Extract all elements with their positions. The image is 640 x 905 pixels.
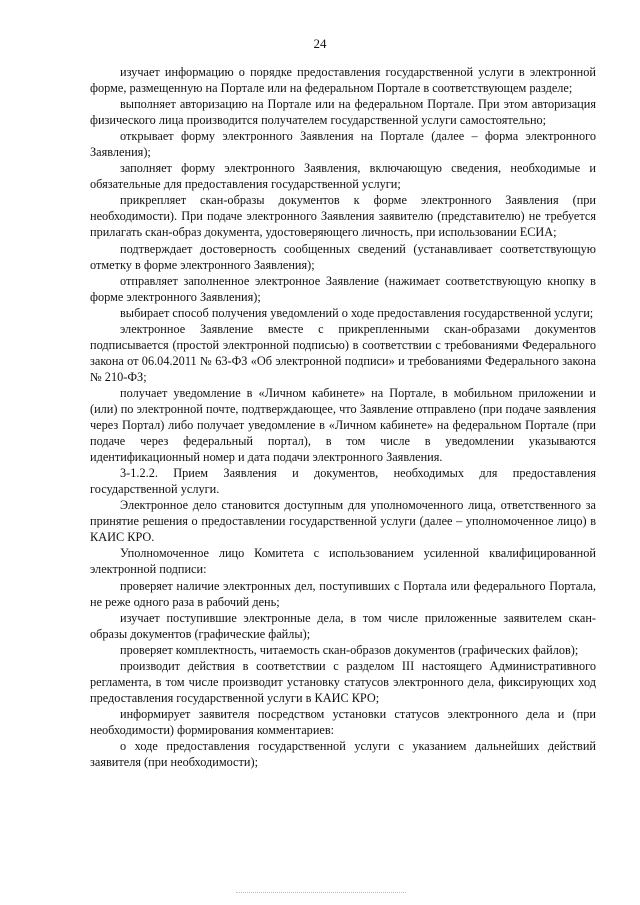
page-number: 24 bbox=[313, 36, 327, 51]
paragraph-13: Уполномоченное лицо Комитета с использованием усиленной квалифицированной электронной подписи: bbox=[90, 546, 596, 577]
paragraph-6: подтверждает достоверность сообщенных сведений (устанавливает соответствующую отметку в форме электронного Заявления); bbox=[90, 241, 596, 272]
paragraph-5: прикрепляет скан-образы документов к форме электронного Заявления (при необходимости). При подаче электронного Заявления заявителю (представителю) не требуется прилагать скан-образ документа, удостоверяющего личность, при использовании ЕСИА; bbox=[90, 193, 596, 240]
paragraph-8: выбирает способ получения уведомлений о ходе предоставления государственной услуги; bbox=[120, 305, 594, 320]
paragraph-15: изучает поступившие электронные дела, в том числе приложенные заявителем скан-образы документов (графические файлы); bbox=[90, 610, 596, 641]
paragraph-17: производит действия в соответствии с разделом III настоящего Административного регламента, в том числе производит установку статусов электронного дела, фиксирующих ход предоставления государственной услуги в КАИС КРО; bbox=[90, 658, 596, 705]
paragraph-7: отправляет заполненное электронное Заявление (нажимает соответствующую кнопку в форме электронного Заявления); bbox=[90, 273, 596, 304]
paragraph-10: получает уведомление в «Личном кабинете» на Портале, в мобильном приложении и (или) по электронной почте, подтверждающее, что Заявление отправлено (при подаче заявления через Портал) либо получает уведомление в «Личном кабинете» на федеральном Портале (при подаче через федеральный портал), в том числе в уведомлении указываются идентификационный номер и дата подачи электронного Заявления. bbox=[90, 385, 596, 465]
paragraph-1: изучает информацию о порядке предоставления государственной услуги в электронной форме, размещенную на Портале или на федеральном Портале в соответствующем разделе; bbox=[90, 65, 596, 96]
paragraph-2: выполняет авторизацию на Портале или на федеральном Портале. При этом авторизация физического лица производится получателем государственной услуги самостоятельно; bbox=[90, 97, 596, 128]
paragraph-12: Электронное дело становится доступным для уполномоченного лица, ответственного за принятие решения о предоставлении государственной услуги (далее – уполномоченное лицо) в КАИС КРО. bbox=[90, 498, 596, 545]
paragraph-16: проверяет комплектность, читаемость скан-образов документов (графических файлов); bbox=[120, 642, 579, 657]
body-text bbox=[90, 64, 596, 770]
section-heading: 3-1.2.2. Прием Заявления и документов, необходимых для предоставления государственной услуги. bbox=[90, 466, 596, 497]
paragraph-3: открывает форму электронного Заявления на Портале (далее – форма электронного Заявления); bbox=[90, 129, 596, 160]
scan-artifact-line bbox=[236, 892, 406, 893]
paragraph-9: электронное Заявление вместе с прикрепленными скан-образами документов подписывается (простой электронной подписью) в соответствии с требованиями Федерального закона от 06.04.2011 № 63-ФЗ «Об электронной подписи» и требованиями Федерального закона № 210-ФЗ; bbox=[90, 321, 596, 384]
paragraph-4: заполняет форму электронного Заявления, включающую сведения, необходимые и обязательные для предоставления государственной услуги; bbox=[90, 161, 596, 192]
paragraph-18: информирует заявителя посредством установки статусов электронного дела и (при необходимости) формирования комментариев: bbox=[90, 706, 596, 737]
paragraph-14: проверяет наличие электронных дел, поступивших с Портала или федерального Портала, не реже одного раза в рабочий день; bbox=[90, 578, 596, 609]
paragraph-19: о ходе предоставления государственной услуги с указанием дальнейших действий заявителя (при необходимости); bbox=[90, 738, 596, 770]
